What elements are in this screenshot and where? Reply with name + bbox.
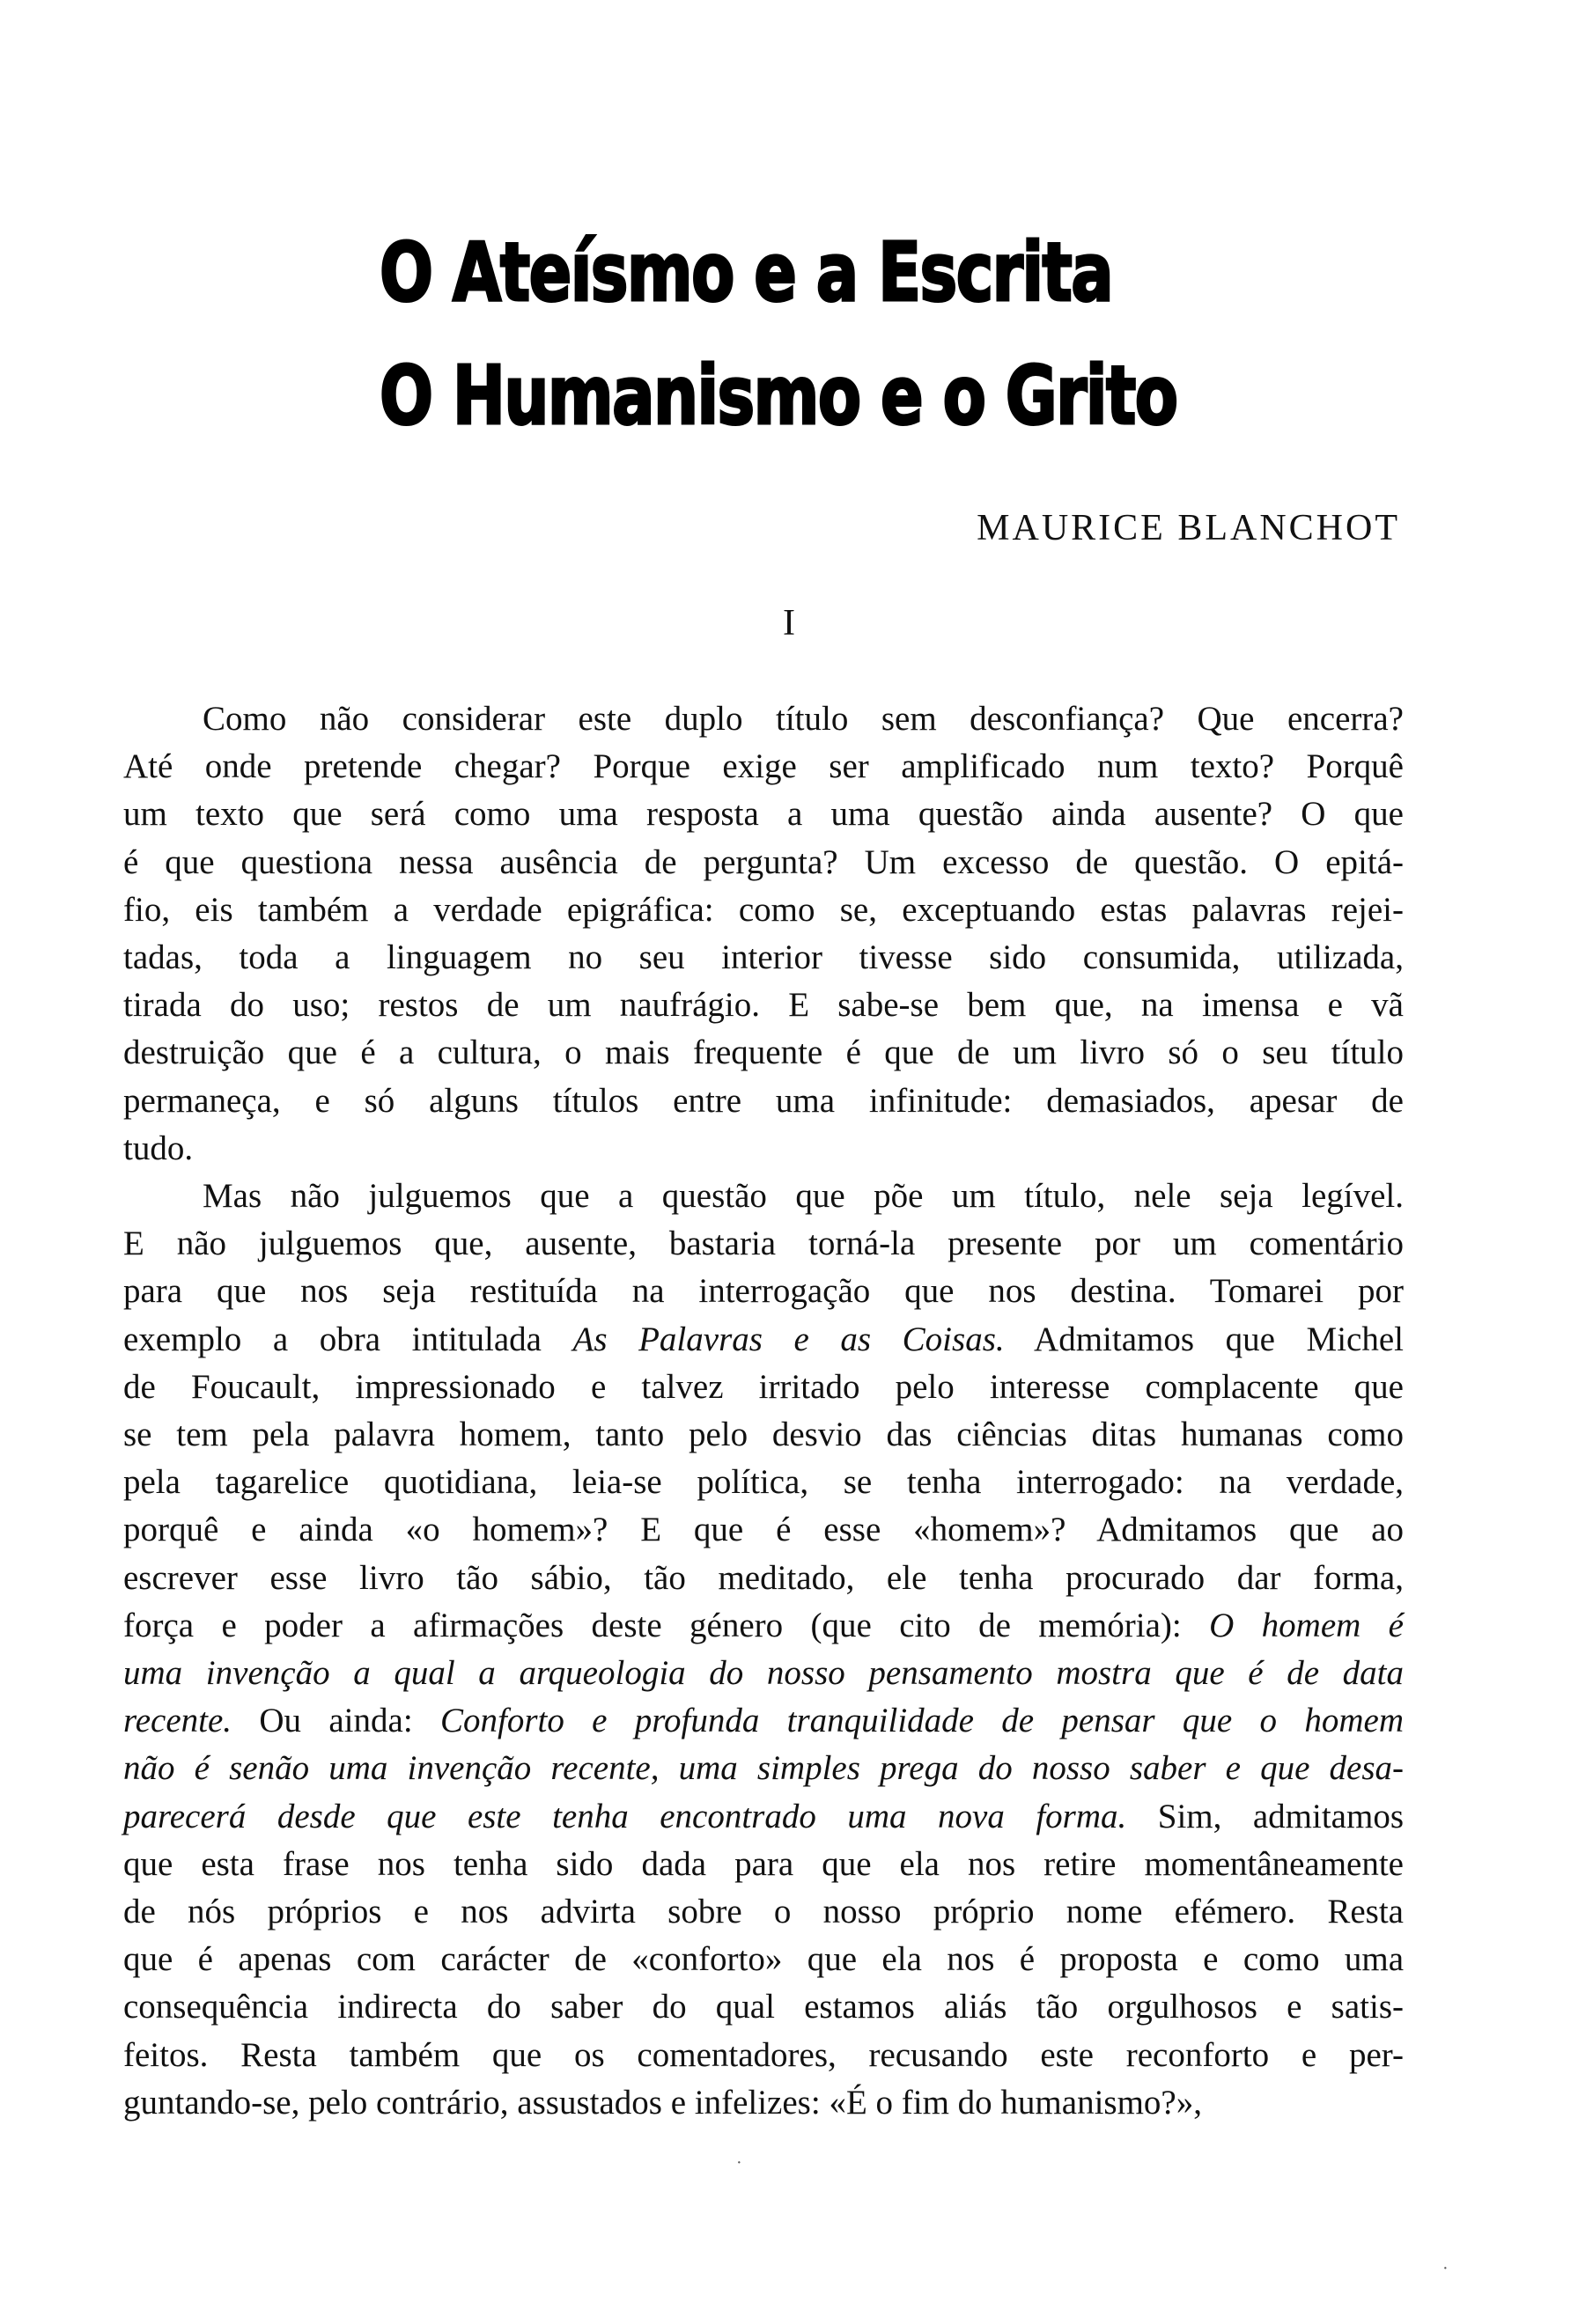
italic-text-run: parecerá desde que este tenha encontrado uma nova forma. [123,1797,1127,1835]
text-line [123,1029,1404,1077]
text-run: que é apenas com carácter de «conforto» que ela nos é proposta e como uma [123,1940,1404,1979]
italic-text-run: O homem é [1209,1606,1404,1644]
paragraph [123,1173,1404,2127]
text-line [123,1077,1404,1125]
text-run: exemplo a obra intitulada [123,1320,573,1358]
text-run: fio, eis também a verdade epigráfica: como se, exceptuando estas palavras rejei- [123,890,1404,929]
text-run: um texto que será como uma resposta a uma questão ainda ausente? O que [123,795,1404,834]
text-line [123,791,1404,838]
text-line [123,1506,1404,1554]
text-line [123,1316,1404,1364]
italic-text-run: recente. [123,1702,232,1740]
text-run: Mas não julguemos que a questão que põe um título, nele seja legível. [203,1177,1404,1216]
text-run: escrever esse livro tão sábio, tão meditado, ele tenha procurado dar forma, [123,1558,1404,1597]
text-line [123,1173,1404,1220]
text-line [123,1411,1404,1459]
text-line [123,743,1404,791]
text-run: tudo. [123,1129,194,1167]
text-line [123,1697,1404,1745]
text-run: Sim, admitamos [1126,1797,1404,1835]
scan-speck: · [736,2153,742,2173]
body-text [123,695,1404,2127]
text-run: força e poder a afirmações deste género (que cito de memória): [123,1606,1210,1644]
title-line: O Ateísmo e a Escrita [380,225,1113,320]
italic-text-run: não é senão uma invenção recente, uma simples prega do nosso saber e que desa- [123,1749,1404,1788]
text-line [123,695,1404,743]
text-line [123,1459,1404,1506]
text-line [123,982,1404,1029]
text-run: que esta frase nos tenha sido dada para que ela nos retire momentâneamente [123,1844,1404,1883]
text-run: porquê e ainda «o homem»? E que é esse «homem»? Admitamos que ao [123,1511,1404,1549]
text-run: tirada do uso; restos de um naufrágio. E sabe-se bem que, na imensa e vã [123,986,1404,1025]
text-line [123,1268,1404,1315]
text-line [123,1888,1404,1936]
text-line [123,1983,1404,2031]
text-line [123,839,1404,886]
text-line [123,1125,1404,1173]
text-line [123,1841,1404,1888]
text-run: Admitamos que Michel [1004,1320,1404,1358]
text-line [123,1650,1404,1697]
text-run: Ou ainda: [232,1702,440,1740]
text-run: E não julguemos que, ausente, bastaria torná-la presente por um comentário [123,1225,1404,1263]
text-run: feitos. Resta também que os comentadores, recusando este reconforto e per- [123,2035,1404,2074]
text-run: Até onde pretende chegar? Porque exige ser amplificado num texto? Porquê [123,747,1404,786]
text-line [123,2032,1404,2079]
text-run: tadas, toda a linguagem no seu interior tivesse sido consumida, utilizada, [123,938,1404,977]
italic-text-run: Conforto e profunda tranquilidade de pensar que o homem [439,1702,1404,1740]
text-line [123,1364,1404,1411]
text-run: é que questiona nessa ausência de pergunta? Um excesso de questão. O epitá- [123,842,1404,881]
title-line: O Humanismo e o Grito [380,349,1177,443]
text-run: Como não considerar este duplo título sem desconfiança? Que encerra? [203,700,1404,738]
text-run: de nós próprios e nos advirta sobre o nosso próprio nome efémero. Resta [123,1893,1404,1931]
italic-text-run: As Palavras e as Coisas. [572,1320,1005,1358]
text-run: de Foucault, impressionado e talvez irritado pelo interesse complacente que [123,1367,1404,1406]
text-run: guntando-se, pelo contrário, assustados e infelizes: «É o fim do humanismo?», [123,2083,1202,2122]
text-run: pela tagarelice quotidiana, leia-se política, se tenha interrogado: na verdade, [123,1463,1404,1502]
text-line [123,1936,1404,1983]
text-line [123,1602,1404,1650]
italic-text-run: uma invenção a qual a arqueologia do nosso pensamento mostra que é de data [123,1654,1404,1693]
text-line [123,1220,1404,1268]
text-run: se tem pela palavra homem, tanto pelo desvio das ciências ditas humanas como [123,1416,1404,1454]
text-line [123,1745,1404,1792]
text-run: para que nos seja restituída na interrogação que nos destina. Tomarei por [123,1272,1404,1311]
section-number: I [783,603,795,644]
text-line [123,934,1404,982]
text-line [123,886,1404,934]
text-line [123,1793,1404,1841]
title-block [380,211,1402,458]
scan-speck: · [1442,2259,1449,2278]
paragraph [123,695,1404,1173]
text-line [123,1555,1404,1602]
text-line [123,2079,1404,2127]
text-run: permaneça, e só alguns títulos entre uma infinitude: demasiados, apesar de [123,1081,1404,1120]
author-name: MAURICE BLANCHOT [977,508,1400,548]
text-run: consequência indirecta do saber do qual estamos aliás tão orgulhosos e satis- [123,1988,1404,2026]
text-run: destruição que é a cultura, o mais frequente é que de um livro só o seu título [123,1033,1404,1072]
